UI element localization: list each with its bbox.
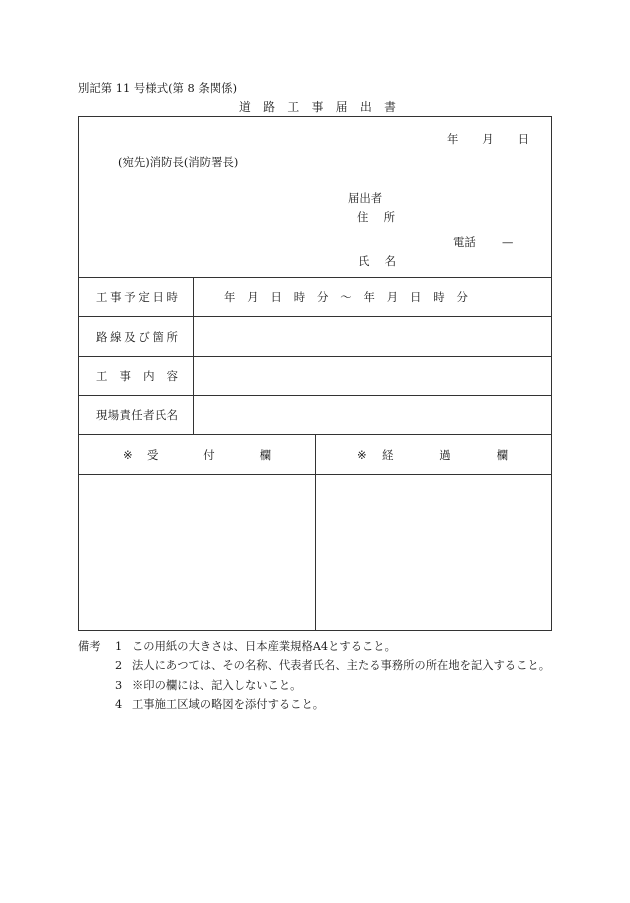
glyph: 受: [147, 447, 159, 462]
route-location-value-cell: [194, 317, 552, 356]
glyph: 分: [456, 290, 468, 304]
glyph: 欄: [496, 447, 508, 462]
form-row-route-location: [78, 316, 552, 356]
glyph: 住: [357, 210, 369, 224]
schedule-value: [224, 290, 468, 304]
glyph: 年: [447, 132, 459, 146]
glyph: 欄: [259, 447, 271, 462]
glyph: 年: [224, 290, 236, 304]
work-content-value-cell: [194, 357, 552, 395]
glyph: 所: [383, 210, 395, 224]
office-use-body: [78, 474, 552, 631]
schedule-value-cell: [194, 278, 552, 316]
glyph: 所: [166, 329, 178, 344]
glyph: 年: [363, 290, 375, 304]
route-location-label: [96, 330, 178, 344]
glyph: 内: [143, 369, 155, 383]
glyph: 事: [110, 290, 122, 304]
glyph: 経: [382, 447, 394, 462]
progress-label: [382, 448, 508, 462]
glyph: 名: [166, 408, 178, 422]
glyph: 工: [96, 369, 108, 383]
row-label-cell: [78, 317, 194, 356]
glyph: 氏: [154, 408, 167, 422]
glyph: び: [138, 329, 150, 344]
progress-header-cell: [316, 435, 552, 474]
phone-label: 電話: [453, 235, 476, 249]
glyph: 路: [96, 329, 108, 344]
glyph: 月: [386, 290, 399, 304]
glyph: 工: [287, 100, 300, 114]
form-row-schedule: [78, 277, 552, 316]
glyph: 責: [119, 408, 131, 422]
addressee: (宛先)消防長(消防署長): [118, 155, 239, 169]
glyph: 箇: [152, 329, 164, 344]
note-text: ※印の欄には、記入しないこと。: [132, 679, 302, 692]
glyph: 者: [143, 408, 155, 422]
header-section: [78, 116, 552, 277]
date-field: [447, 132, 529, 146]
note-number: 3: [115, 679, 123, 692]
glyph: 予: [124, 290, 136, 304]
glyph: 時: [293, 290, 306, 304]
note-text: この用紙の大きさは、日本産業規格A4とすること。: [132, 640, 396, 653]
form-reference: 別記第 11 号様式(第 8 条関係): [78, 81, 238, 95]
glyph: 日: [517, 132, 529, 146]
form-table: [78, 116, 552, 631]
address-label: [357, 210, 395, 224]
glyph: 工: [96, 290, 108, 304]
glyph: 事: [311, 100, 324, 114]
glyph: 日: [270, 290, 282, 304]
schedule-label: [96, 290, 178, 304]
glyph: 月: [482, 132, 494, 146]
row-label-cell: [78, 357, 194, 395]
glyph: 分: [317, 290, 329, 304]
note-text: 法人にあつては、その名称、代表者氏名、主たる事務所の所在地を記入すること。: [132, 659, 550, 672]
glyph: 日: [152, 290, 164, 304]
glyph: 定: [138, 290, 150, 304]
progress-area: [316, 475, 552, 631]
glyph: 道: [239, 100, 251, 114]
glyph: 届: [335, 100, 348, 114]
glyph: 日: [410, 290, 422, 304]
reception-header-cell: [78, 435, 316, 474]
site-manager-value-cell: [194, 396, 552, 434]
form-row-work-content: [78, 356, 552, 395]
glyph: 名: [384, 254, 396, 268]
glyph: 出: [359, 100, 372, 114]
glyph: 月: [247, 290, 259, 304]
row-label-cell: [78, 396, 194, 434]
name-label: [358, 254, 396, 268]
glyph: 路: [263, 100, 275, 114]
notes-heading: 備考: [78, 640, 101, 653]
glyph: 過: [439, 447, 451, 462]
note-number: 2: [115, 659, 123, 672]
glyph: 時: [433, 290, 445, 304]
glyph: 場: [107, 408, 120, 422]
office-use-mark: ※: [123, 447, 133, 462]
glyph: 書: [384, 100, 396, 114]
document-title: [239, 100, 396, 114]
glyph: 任: [131, 408, 143, 422]
note-text: 工事施工区域の略図を添付すること。: [132, 698, 325, 711]
glyph: 線: [110, 329, 122, 344]
office-use-header: [78, 434, 552, 474]
glyph: 付: [203, 447, 215, 462]
row-label-cell: [78, 278, 194, 316]
glyph: 現: [96, 408, 108, 422]
work-content-label: [96, 369, 178, 383]
glyph: 時: [166, 290, 178, 304]
form-row-site-manager: [78, 395, 552, 434]
glyph: 事: [119, 369, 131, 383]
office-use-mark: ※: [357, 447, 367, 462]
reception-area: [78, 475, 316, 631]
glyph: 容: [166, 369, 178, 383]
glyph: 及: [124, 329, 136, 344]
site-manager-label: [96, 408, 178, 422]
phone-dash: —: [502, 235, 514, 249]
applicant-label: 届出者: [348, 191, 383, 205]
glyph: 〜: [340, 290, 352, 304]
reception-label: [147, 448, 271, 462]
note-number: 1: [115, 640, 123, 653]
glyph: 氏: [358, 254, 370, 268]
note-number: 4: [115, 698, 123, 711]
